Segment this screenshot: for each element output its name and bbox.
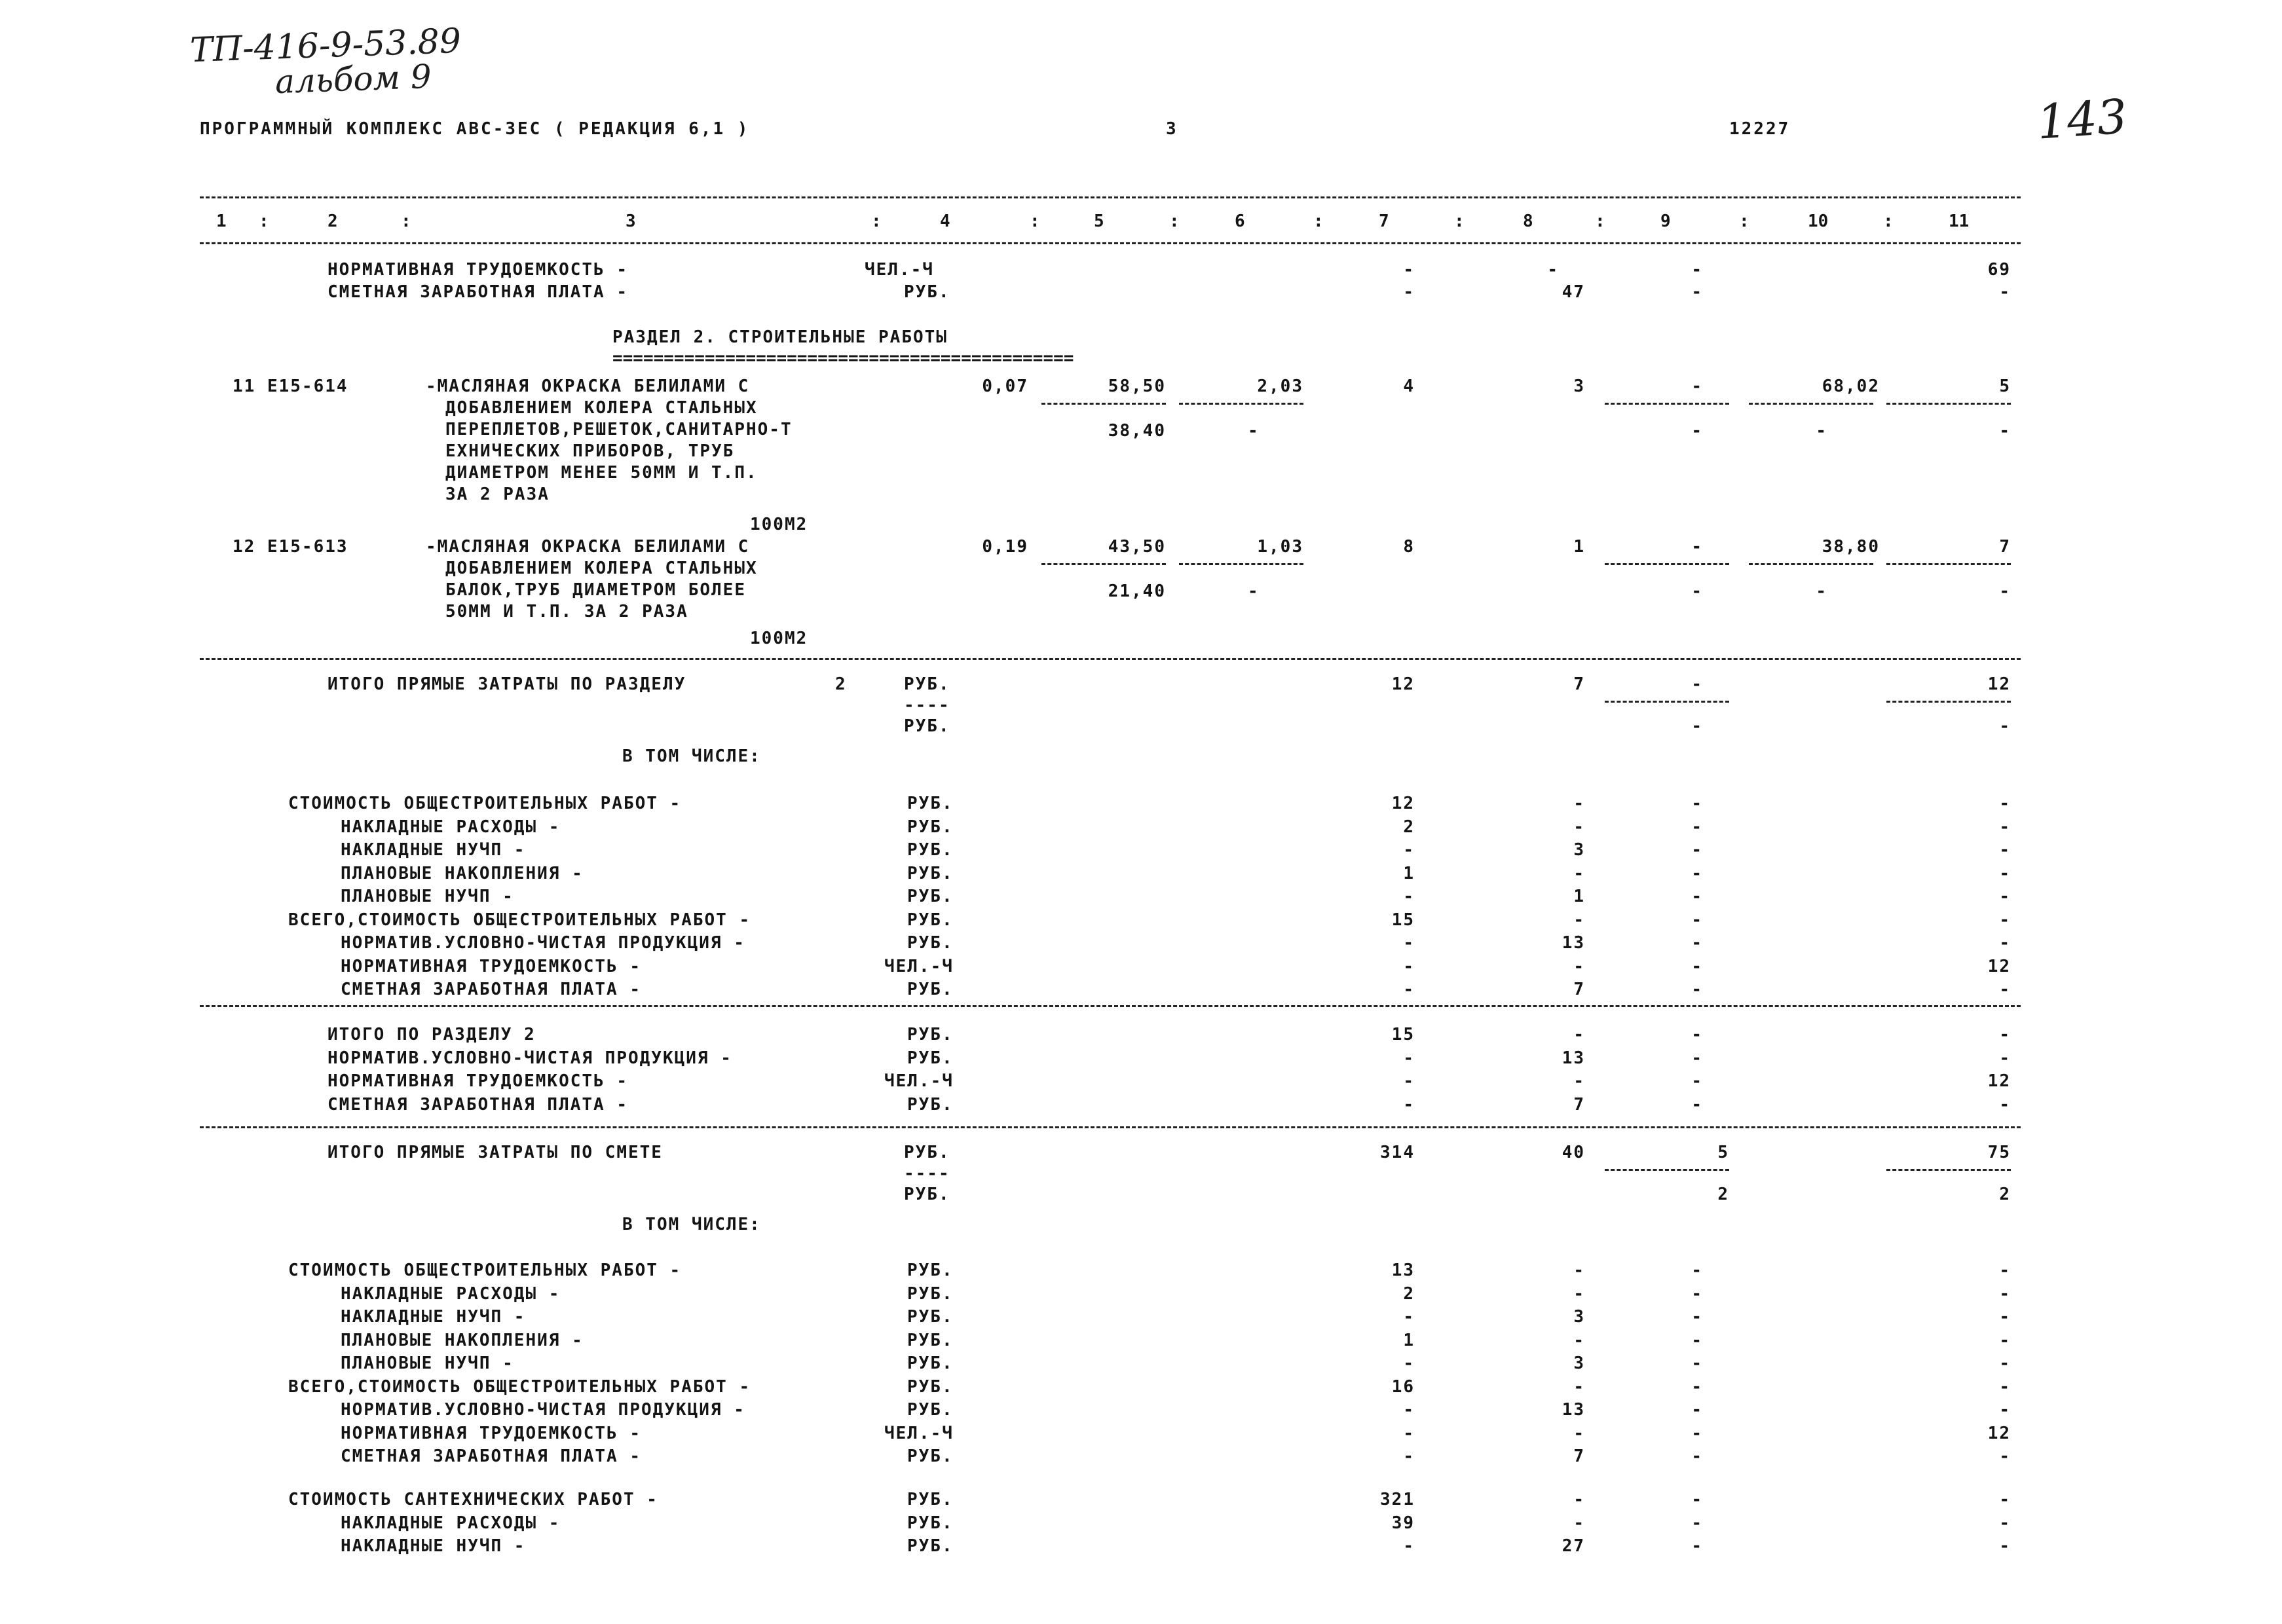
breakdown-unit: РУБ. xyxy=(907,1354,954,1373)
col-num-7: 7 xyxy=(1379,212,1389,231)
breakdown-c7: - xyxy=(1403,1354,1415,1373)
breakdown-label: СТОИМОСТЬ САНТЕХНИЧЕСКИХ РАБОТ - xyxy=(288,1490,658,1509)
breakdown-c11: 12 xyxy=(1987,1423,2011,1443)
breakdown-c8: 3 xyxy=(1573,1354,1585,1373)
breakdown-c7: - xyxy=(1403,1400,1415,1420)
breakdown-label: ИТОГО ПО РАЗДЕЛУ 2 xyxy=(327,1025,536,1044)
handwritten-sheet-number: 143 xyxy=(2035,88,2129,150)
total-section-num: 2 xyxy=(835,674,847,694)
total-section-c7: 12 xyxy=(1391,674,1415,694)
breakdown-c7: - xyxy=(1403,1048,1415,1068)
col-separator: : xyxy=(1169,212,1180,231)
item-12-c8: 1 xyxy=(1573,537,1585,557)
breakdown-unit: РУБ. xyxy=(907,980,954,999)
breakdown-c7: - xyxy=(1403,1307,1415,1327)
breakdown-c7: - xyxy=(1403,933,1415,953)
breakdown-c8: 13 xyxy=(1562,1400,1585,1420)
block-divider xyxy=(200,1005,2021,1007)
block-divider xyxy=(200,1126,2021,1128)
item-12-c9-rule xyxy=(1605,563,1729,565)
breakdown-label: СМЕТНАЯ ЗАРАБОТНАЯ ПЛАТА - xyxy=(341,1447,641,1466)
breakdown-label: НАКЛАДНЫЕ НУЧП - xyxy=(341,840,526,860)
breakdown-c8: 7 xyxy=(1573,980,1585,999)
col-num-2: 2 xyxy=(327,212,338,231)
breakdown-unit: ЧЕЛ.-Ч xyxy=(884,1071,954,1091)
col-separator: : xyxy=(401,212,411,231)
breakdown-label: НОРМАТИВНАЯ ТРУДОЕМКОСТЬ - xyxy=(341,956,641,976)
including-heading: В ТОМ ЧИСЛЕ: xyxy=(622,747,761,766)
row-unit: ЧЕЛ.-Ч xyxy=(865,260,934,280)
breakdown-c9: - xyxy=(1691,1307,1703,1327)
total-section-c9b: - xyxy=(1691,716,1703,736)
breakdown-c8: - xyxy=(1573,1423,1585,1443)
item-11-desc-line: ДОБАВЛЕНИЕМ КОЛЕРА СТАЛЬНЫХ xyxy=(445,398,758,418)
item-12-code: 12 Е15-613 xyxy=(233,537,348,557)
col-separator: : xyxy=(1454,212,1465,231)
col-separator: : xyxy=(259,212,269,231)
breakdown-c7: - xyxy=(1403,1536,1415,1556)
breakdown-c9: - xyxy=(1691,933,1703,953)
item-12-c10: 38,80 xyxy=(1822,537,1880,557)
item-11-c9: - xyxy=(1691,377,1703,396)
item-11-c5-rule xyxy=(1041,403,1166,405)
breakdown-c9: - xyxy=(1691,863,1703,883)
breakdown-label: ПЛАНОВЫЕ НАКОПЛЕНИЯ - xyxy=(341,863,584,883)
total-estimate-c11: 75 xyxy=(1987,1143,2011,1162)
breakdown-c11: - xyxy=(1999,1048,2011,1068)
total-estimate-c7: 314 xyxy=(1380,1143,1415,1162)
total-section-label: ИТОГО ПРЯМЫЕ ЗАТРАТЫ ПО РАЗДЕЛУ xyxy=(327,674,686,694)
item-12-c4: 0,19 xyxy=(982,537,1028,557)
breakdown-unit: РУБ. xyxy=(907,1025,954,1044)
item-12-c9: - xyxy=(1691,537,1703,557)
breakdown-c8: 27 xyxy=(1562,1536,1585,1556)
breakdown-c8: 7 xyxy=(1573,1094,1585,1115)
item-12-c5: 43,50 xyxy=(1108,537,1166,557)
breakdown-unit: РУБ. xyxy=(907,1447,954,1466)
breakdown-c9: - xyxy=(1691,1071,1703,1091)
total-estimate-unit-rule: ---- xyxy=(904,1164,950,1183)
total-section-c11b: - xyxy=(1999,716,2011,736)
col-num-1: 1 xyxy=(216,212,227,231)
breakdown-c8: - xyxy=(1573,956,1585,976)
breakdown-label: НОРМАТИВНАЯ ТРУДОЕМКОСТЬ - xyxy=(341,1423,641,1443)
breakdown-c7: 12 xyxy=(1391,794,1415,813)
breakdown-c7: - xyxy=(1403,980,1415,999)
breakdown-c8: 13 xyxy=(1562,933,1585,953)
breakdown-c8: 3 xyxy=(1573,840,1585,860)
breakdown-c9: - xyxy=(1691,1048,1703,1068)
breakdown-c7: 13 xyxy=(1391,1261,1415,1280)
estimate-code: 12227 xyxy=(1729,119,1791,139)
breakdown-c11: - xyxy=(1999,1025,2011,1044)
breakdown-unit: РУБ. xyxy=(907,910,954,930)
breakdown-label: НОРМАТИВ.УСЛОВНО-ЧИСТАЯ ПРОДУКЦИЯ - xyxy=(341,933,745,953)
item-12-c10b: - xyxy=(1816,581,1827,601)
breakdown-unit: РУБ. xyxy=(907,933,954,953)
row-label: НОРМАТИВНАЯ ТРУДОЕМКОСТЬ - xyxy=(327,260,628,280)
breakdown-c8: 1 xyxy=(1573,887,1585,906)
breakdown-c11: - xyxy=(1999,1536,2011,1556)
breakdown-unit: РУБ. xyxy=(907,1261,954,1280)
breakdown-unit: РУБ. xyxy=(907,794,954,813)
item-11-c11b: - xyxy=(1999,421,2011,441)
section-underline: ============================================= xyxy=(612,348,1074,368)
table-top-rule xyxy=(200,196,2021,198)
breakdown-c11: - xyxy=(1999,887,2011,906)
breakdown-c9: - xyxy=(1691,1490,1703,1509)
breakdown-c9: - xyxy=(1691,1423,1703,1443)
item-12-c6-rule xyxy=(1179,563,1303,565)
breakdown-label: НАКЛАДНЫЕ НУЧП - xyxy=(341,1307,526,1327)
breakdown-c11: - xyxy=(1999,910,2011,930)
breakdown-c11: - xyxy=(1999,1376,2011,1397)
breakdown-label: СМЕТНАЯ ЗАРАБОТНАЯ ПЛАТА - xyxy=(341,980,641,999)
item-11-c11-rule xyxy=(1886,403,2011,405)
item-12-c5b: 21,40 xyxy=(1108,581,1166,601)
section-total-rule xyxy=(200,658,2021,660)
col-separator: : xyxy=(1030,212,1040,231)
cell-c7: - xyxy=(1403,260,1415,280)
breakdown-c7: 16 xyxy=(1391,1376,1415,1397)
item-11-c7: 4 xyxy=(1403,377,1415,396)
breakdown-c7: 1 xyxy=(1403,863,1415,883)
item-11-c8: 3 xyxy=(1573,377,1585,396)
handwritten-album: альбом 9 xyxy=(274,57,432,101)
col-num-9: 9 xyxy=(1660,212,1671,231)
cell-c8: - xyxy=(1547,260,1559,280)
breakdown-label: НОРМАТИВНАЯ ТРУДОЕМКОСТЬ - xyxy=(327,1071,628,1091)
item-11-c6b: - xyxy=(1248,421,1260,441)
breakdown-c8: - xyxy=(1573,817,1585,837)
breakdown-c7: 39 xyxy=(1391,1513,1415,1533)
breakdown-unit: РУБ. xyxy=(907,1376,954,1397)
item-11-desc-line: ПЕРЕПЛЕТОВ,РЕШЕТОК,САНИТАРНО-Т xyxy=(445,420,793,439)
breakdown-c8: - xyxy=(1573,1025,1585,1044)
breakdown-label: СТОИМОСТЬ ОБЩЕСТРОИТЕЛЬНЫХ РАБОТ - xyxy=(288,1261,682,1280)
item-12-desc-line: БАЛОК,ТРУБ ДИАМЕТРОМ БОЛЕЕ xyxy=(445,580,746,600)
section-title: РАЗДЕЛ 2. СТРОИТЕЛЬНЫЕ РАБОТЫ xyxy=(612,327,948,347)
cell-c8: 47 xyxy=(1562,282,1585,302)
breakdown-c9: - xyxy=(1691,956,1703,976)
breakdown-c11: - xyxy=(1999,1307,2011,1327)
item-12-desc-line: 50ММ И Т.П. ЗА 2 РАЗА xyxy=(445,602,688,621)
item-12-c9b: - xyxy=(1691,581,1703,601)
breakdown-c11: 12 xyxy=(1987,956,2011,976)
breakdown-unit: РУБ. xyxy=(907,1283,954,1304)
col-separator: : xyxy=(1739,212,1749,231)
total-estimate-c8: 40 xyxy=(1562,1143,1585,1162)
breakdown-c8: 3 xyxy=(1573,1307,1585,1327)
breakdown-unit: РУБ. xyxy=(907,1513,954,1533)
item-11-c9b: - xyxy=(1691,421,1703,441)
col-num-5: 5 xyxy=(1094,212,1104,231)
item-11-c10b: - xyxy=(1816,421,1827,441)
item-11-c10: 68,02 xyxy=(1822,377,1880,396)
breakdown-unit: РУБ. xyxy=(907,887,954,906)
breakdown-label: СТОИМОСТЬ ОБЩЕСТРОИТЕЛЬНЫХ РАБОТ - xyxy=(288,794,682,813)
total-section-unit-rule: ---- xyxy=(904,695,950,715)
breakdown-c11: - xyxy=(1999,1330,2011,1350)
breakdown-c9: - xyxy=(1691,1094,1703,1115)
breakdown-unit: РУБ. xyxy=(907,1330,954,1350)
cell-c9: - xyxy=(1691,260,1703,280)
breakdown-unit: РУБ. xyxy=(907,1536,954,1556)
item-11-unit: 100М2 xyxy=(750,515,808,534)
breakdown-c7: 15 xyxy=(1391,1025,1415,1044)
breakdown-unit: РУБ. xyxy=(907,1048,954,1068)
breakdown-c7: - xyxy=(1403,887,1415,906)
col-num-4: 4 xyxy=(940,212,950,231)
total-section-c9-rule xyxy=(1605,701,1729,703)
breakdown-label: НАКЛАДНЫЕ РАСХОДЫ - xyxy=(341,1513,561,1533)
breakdown-c8: - xyxy=(1573,1513,1585,1533)
breakdown-c7: 2 xyxy=(1403,1283,1415,1304)
breakdown-label: ВСЕГО,СТОИМОСТЬ ОБЩЕСТРОИТЕЛЬНЫХ РАБОТ - xyxy=(288,1376,751,1397)
breakdown-c8: 13 xyxy=(1562,1048,1585,1068)
col-num-8: 8 xyxy=(1523,212,1533,231)
breakdown-c11: - xyxy=(1999,933,2011,953)
breakdown-c8: 7 xyxy=(1573,1447,1585,1466)
breakdown-c11: - xyxy=(1999,1447,2011,1466)
breakdown-c11: - xyxy=(1999,794,2011,813)
breakdown-c11: - xyxy=(1999,840,2011,860)
total-estimate-unit2: РУБ. xyxy=(904,1185,950,1204)
item-11-c4: 0,07 xyxy=(982,377,1028,396)
including-heading: В ТОМ ЧИСЛЕ: xyxy=(622,1215,761,1234)
breakdown-c9: - xyxy=(1691,1513,1703,1533)
col-separator: : xyxy=(1595,212,1605,231)
item-12-c6: 1,03 xyxy=(1257,537,1303,557)
breakdown-c11: - xyxy=(1999,1490,2011,1509)
total-estimate-label: ИТОГО ПРЯМЫЕ ЗАТРАТЫ ПО СМЕТЕ xyxy=(327,1143,663,1162)
breakdown-c9: - xyxy=(1691,817,1703,837)
page-number: 3 xyxy=(1166,119,1178,139)
breakdown-c11: 12 xyxy=(1987,1071,2011,1091)
item-11-c6: 2,03 xyxy=(1257,377,1303,396)
breakdown-c9: - xyxy=(1691,1261,1703,1280)
total-estimate-c9b: 2 xyxy=(1717,1185,1729,1204)
breakdown-c9: - xyxy=(1691,840,1703,860)
breakdown-unit: РУБ. xyxy=(907,840,954,860)
breakdown-c8: - xyxy=(1573,863,1585,883)
breakdown-label: НАКЛАДНЫЕ НУЧП - xyxy=(341,1536,526,1556)
breakdown-c7: 1 xyxy=(1403,1330,1415,1350)
breakdown-unit: РУБ. xyxy=(907,1400,954,1420)
total-section-c11: 12 xyxy=(1987,674,2011,694)
col-num-11: 11 xyxy=(1949,212,1970,231)
breakdown-c8: - xyxy=(1573,1283,1585,1304)
item-11-c10-rule xyxy=(1749,403,1873,405)
item-11-c5b: 38,40 xyxy=(1108,421,1166,441)
breakdown-unit: РУБ. xyxy=(907,863,954,883)
breakdown-c7: - xyxy=(1403,1447,1415,1466)
total-section-c9: - xyxy=(1691,674,1703,694)
breakdown-c11: - xyxy=(1999,1094,2011,1115)
item-12-desc-line: -МАСЛЯНАЯ ОКРАСКА БЕЛИЛАМИ С xyxy=(426,537,750,557)
handwritten-project-code: ТП-416-9-53.89 xyxy=(189,21,462,71)
breakdown-c11: - xyxy=(1999,863,2011,883)
item-12-c11: 7 xyxy=(1999,537,2011,557)
item-12-c11-rule xyxy=(1886,563,2011,565)
total-section-c11-rule xyxy=(1886,701,2011,703)
total-estimate-unit: РУБ. xyxy=(904,1143,950,1162)
breakdown-label: НОРМАТИВ.УСЛОВНО-ЧИСТАЯ ПРОДУКЦИЯ - xyxy=(341,1400,745,1420)
breakdown-c7: 15 xyxy=(1391,910,1415,930)
breakdown-unit: РУБ. xyxy=(907,1490,954,1509)
breakdown-c11: - xyxy=(1999,1400,2011,1420)
breakdown-c9: - xyxy=(1691,794,1703,813)
breakdown-c8: - xyxy=(1573,910,1585,930)
breakdown-c8: - xyxy=(1573,1376,1585,1397)
breakdown-c9: - xyxy=(1691,1447,1703,1466)
breakdown-c9: - xyxy=(1691,1330,1703,1350)
cell-c7: - xyxy=(1403,282,1415,302)
breakdown-c11: - xyxy=(1999,1283,2011,1304)
col-num-3: 3 xyxy=(626,212,636,231)
breakdown-label: ПЛАНОВЫЕ НАКОПЛЕНИЯ - xyxy=(341,1330,584,1350)
total-estimate-c11b: 2 xyxy=(1999,1185,2011,1204)
breakdown-unit: РУБ. xyxy=(907,1307,954,1327)
breakdown-unit: ЧЕЛ.-Ч xyxy=(884,956,954,976)
cell-c11: 69 xyxy=(1987,260,2011,280)
breakdown-label: ПЛАНОВЫЕ НУЧП - xyxy=(341,1354,514,1373)
item-11-desc-line: ДИАМЕТРОМ МЕНЕЕ 50ММ И Т.П. xyxy=(445,463,758,483)
item-11-c6-rule xyxy=(1179,403,1303,405)
col-separator: : xyxy=(1883,212,1894,231)
breakdown-c7: - xyxy=(1403,1423,1415,1443)
breakdown-unit: ЧЕЛ.-Ч xyxy=(884,1423,954,1443)
breakdown-label: НАКЛАДНЫЕ РАСХОДЫ - xyxy=(341,817,561,837)
breakdown-unit: РУБ. xyxy=(907,1094,954,1115)
col-num-10: 10 xyxy=(1808,212,1829,231)
breakdown-label: НАКЛАДНЫЕ РАСХОДЫ - xyxy=(341,1283,561,1304)
program-title: ПРОГРАММНЫЙ КОМПЛЕКС АВС-3ЕС ( РЕДАКЦИЯ 6,1 ) xyxy=(200,119,750,139)
breakdown-c9: - xyxy=(1691,1400,1703,1420)
col-separator: : xyxy=(1313,212,1324,231)
breakdown-c8: - xyxy=(1573,1330,1585,1350)
breakdown-c9: - xyxy=(1691,1376,1703,1397)
breakdown-c9: - xyxy=(1691,887,1703,906)
cell-c9: - xyxy=(1691,282,1703,302)
breakdown-c11: - xyxy=(1999,1513,2011,1533)
breakdown-c11: - xyxy=(1999,1261,2011,1280)
breakdown-c9: - xyxy=(1691,980,1703,999)
breakdown-label: ПЛАНОВЫЕ НУЧП - xyxy=(341,887,514,906)
total-estimate-c9: 5 xyxy=(1717,1143,1729,1162)
breakdown-c8: - xyxy=(1573,1261,1585,1280)
breakdown-c7: - xyxy=(1403,1071,1415,1091)
breakdown-c8: - xyxy=(1573,1490,1585,1509)
item-11-desc-line: -МАСЛЯНАЯ ОКРАСКА БЕЛИЛАМИ С xyxy=(426,377,750,396)
breakdown-c9: - xyxy=(1691,1354,1703,1373)
breakdown-c8: - xyxy=(1573,1071,1585,1091)
item-11-desc-line: ЗА 2 РАЗА xyxy=(445,485,550,504)
breakdown-c9: - xyxy=(1691,1283,1703,1304)
breakdown-label: НОРМАТИВ.УСЛОВНО-ЧИСТАЯ ПРОДУКЦИЯ - xyxy=(327,1048,732,1068)
item-12-unit: 100М2 xyxy=(750,629,808,648)
item-12-desc-line: ДОБАВЛЕНИЕМ КОЛЕРА СТАЛЬНЫХ xyxy=(445,559,758,578)
breakdown-c11: - xyxy=(1999,1354,2011,1373)
breakdown-label: СМЕТНАЯ ЗАРАБОТНАЯ ПЛАТА - xyxy=(327,1094,628,1115)
breakdown-c7: 321 xyxy=(1380,1490,1415,1509)
item-11-c5: 58,50 xyxy=(1108,377,1166,396)
item-11-desc-line: ЕХНИЧЕСКИХ ПРИБОРОВ, ТРУБ xyxy=(445,441,735,461)
breakdown-label: ВСЕГО,СТОИМОСТЬ ОБЩЕСТРОИТЕЛЬНЫХ РАБОТ - xyxy=(288,910,751,930)
row-label: СМЕТНАЯ ЗАРАБОТНАЯ ПЛАТА - xyxy=(327,282,628,302)
total-section-unit: РУБ. xyxy=(904,674,950,694)
col-num-6: 6 xyxy=(1235,212,1245,231)
breakdown-unit: РУБ. xyxy=(907,817,954,837)
item-11-c11: 5 xyxy=(1999,377,2011,396)
total-section-c8: 7 xyxy=(1573,674,1585,694)
total-estimate-c9-rule xyxy=(1605,1169,1729,1171)
col-separator: : xyxy=(871,212,882,231)
item-11-code: 11 Е15-614 xyxy=(233,377,348,396)
breakdown-c9: - xyxy=(1691,1536,1703,1556)
breakdown-c7: - xyxy=(1403,1094,1415,1115)
breakdown-c7: - xyxy=(1403,840,1415,860)
breakdown-c9: - xyxy=(1691,910,1703,930)
cell-c11: - xyxy=(1999,282,2011,302)
item-12-c10-rule xyxy=(1749,563,1873,565)
breakdown-c7: 2 xyxy=(1403,817,1415,837)
item-12-c7: 8 xyxy=(1403,537,1415,557)
total-section-unit2: РУБ. xyxy=(904,716,950,736)
breakdown-c7: - xyxy=(1403,956,1415,976)
table-header-rule xyxy=(200,242,2021,244)
item-12-c5-rule xyxy=(1041,563,1166,565)
breakdown-c11: - xyxy=(1999,980,2011,999)
breakdown-c8: - xyxy=(1573,794,1585,813)
item-12-c6b: - xyxy=(1248,581,1260,601)
item-11-c9-rule xyxy=(1605,403,1729,405)
breakdown-c9: - xyxy=(1691,1025,1703,1044)
breakdown-c11: - xyxy=(1999,817,2011,837)
total-estimate-c11-rule xyxy=(1886,1169,2011,1171)
row-unit: РУБ. xyxy=(904,282,950,302)
item-12-c11b: - xyxy=(1999,581,2011,601)
